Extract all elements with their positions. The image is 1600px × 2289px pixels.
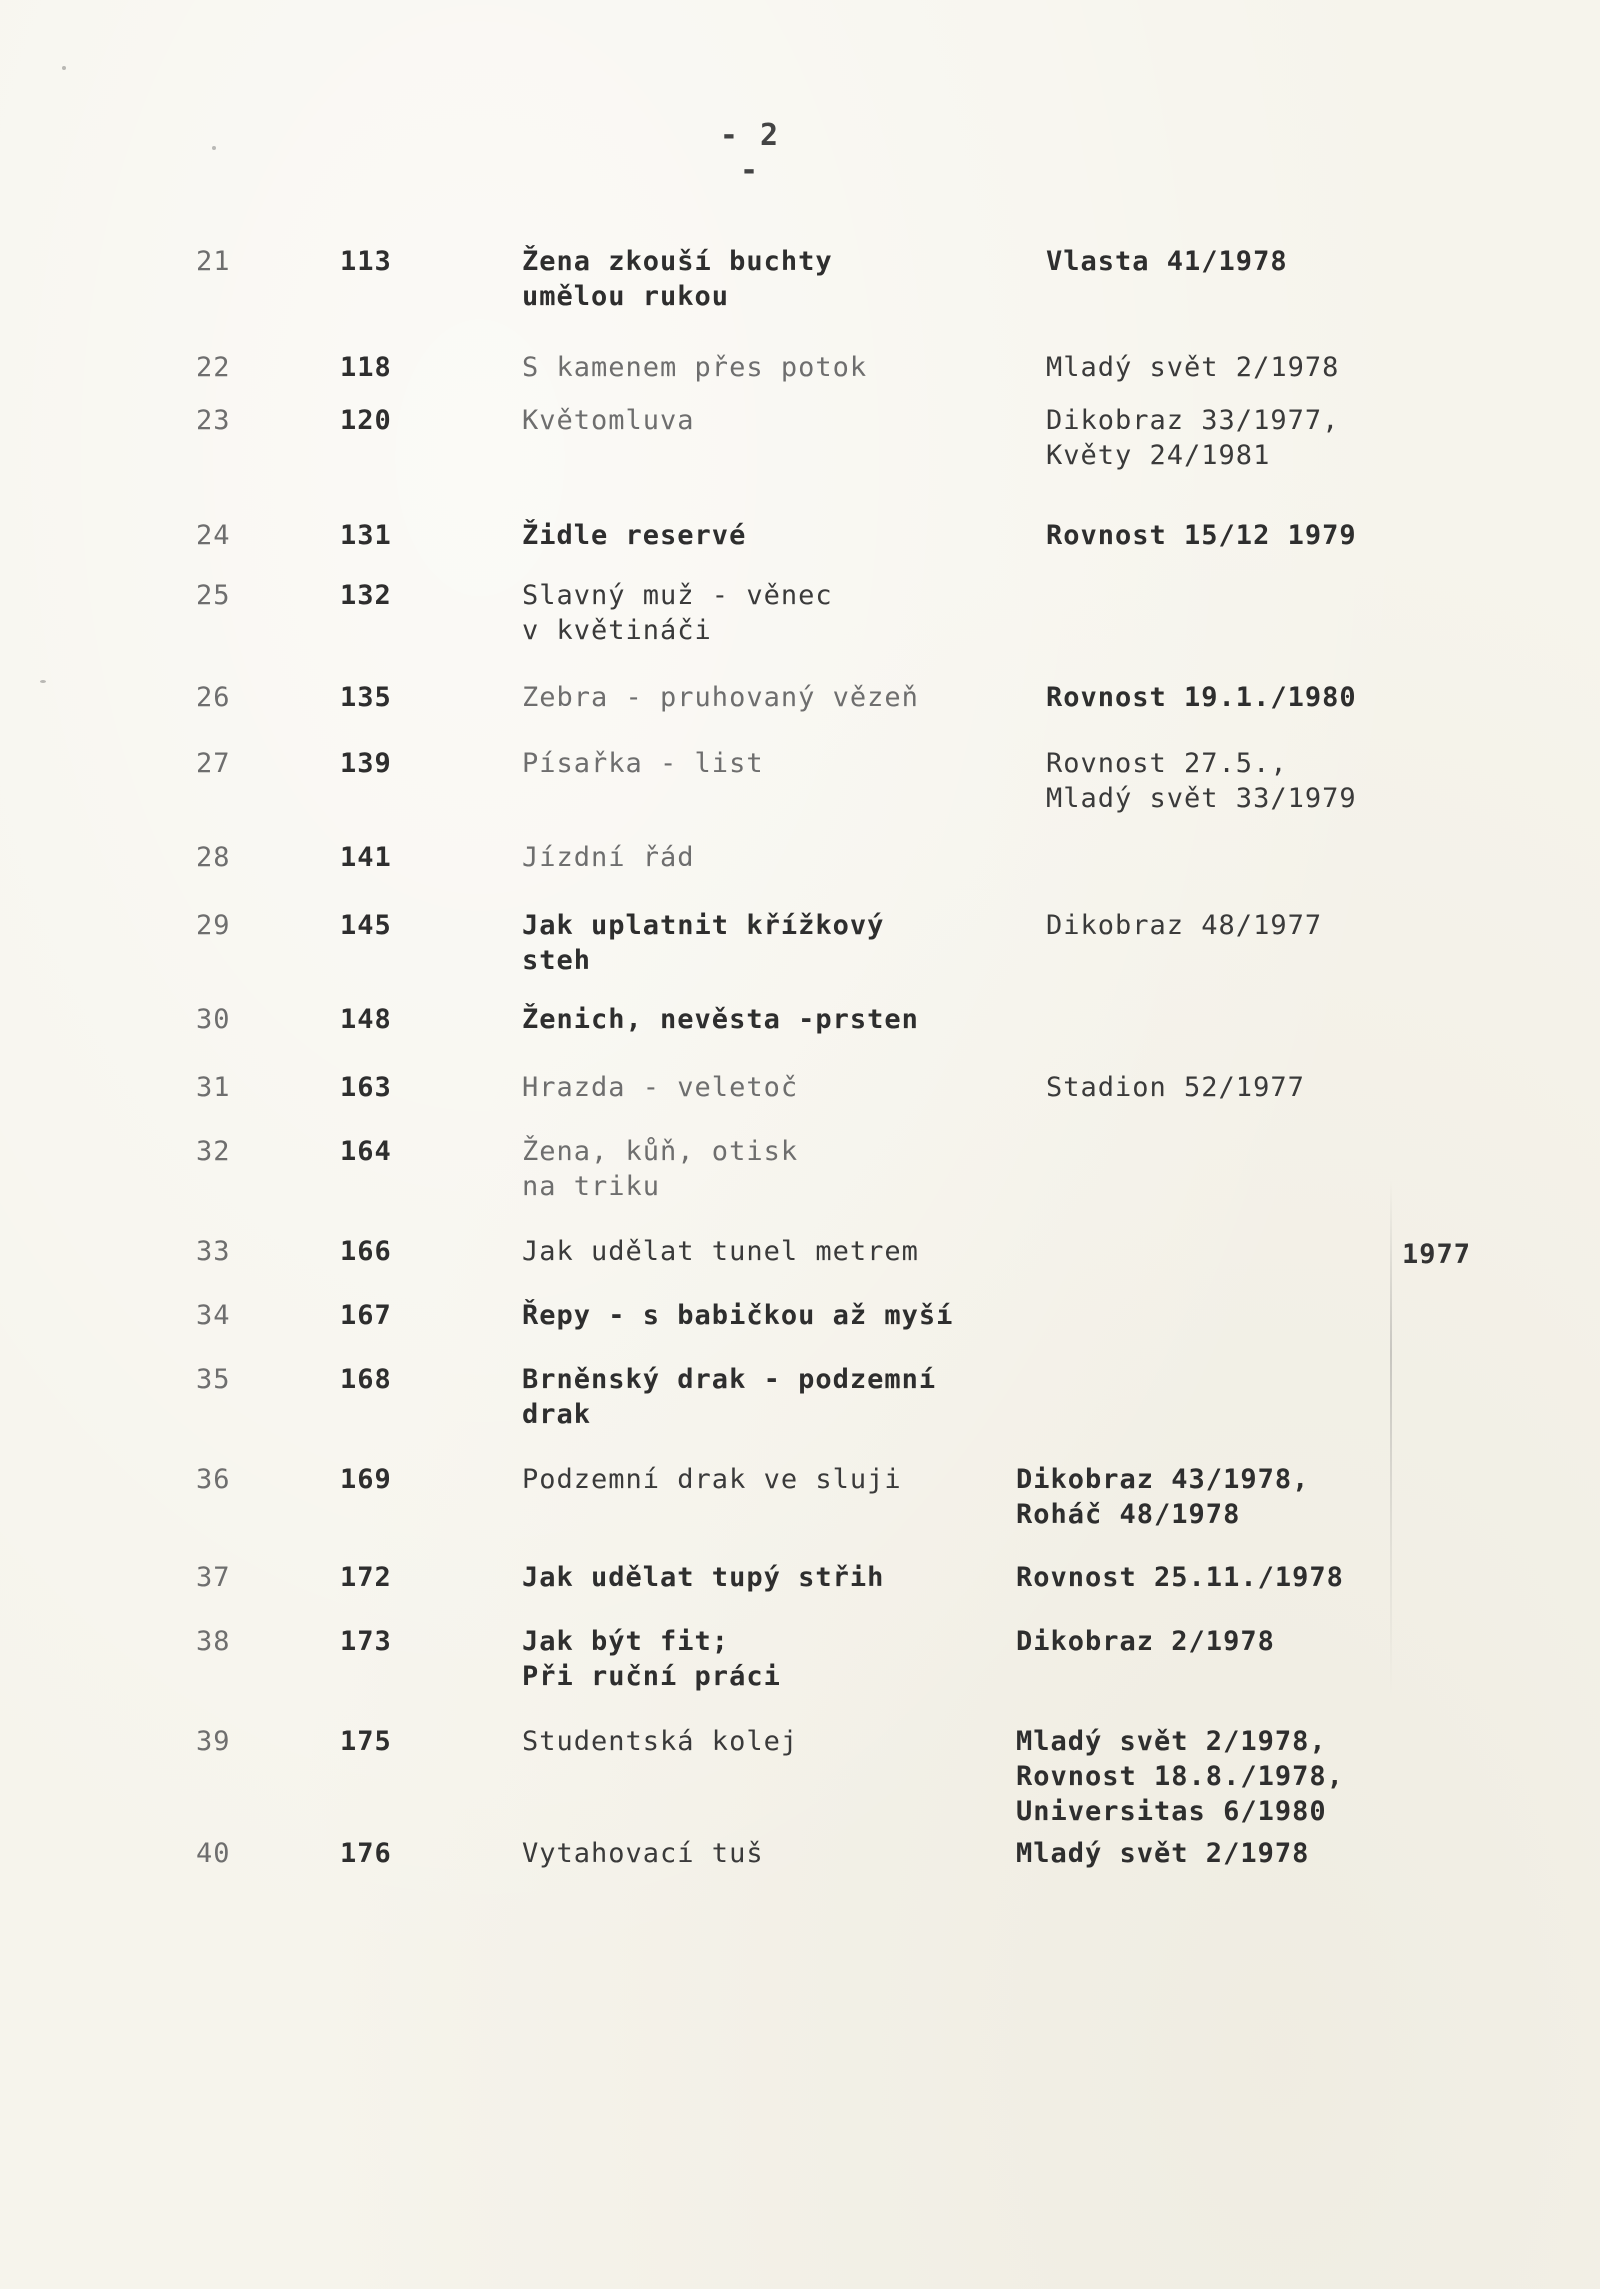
entry-index: 26 xyxy=(196,682,231,713)
entry-number: 113 xyxy=(340,246,392,277)
entry-source-line: Rovnost 18.8./1978, xyxy=(1016,1761,1344,1792)
entry-title-line: Hrazda - veletoč xyxy=(522,1072,799,1103)
entry-title-line: Studentská kolej xyxy=(522,1726,799,1757)
entry-index: 22 xyxy=(196,352,231,383)
entry-number: 135 xyxy=(340,682,392,713)
entry-number: 173 xyxy=(340,1626,392,1657)
entry-source-line: Dikobraz 2/1978 xyxy=(1016,1626,1275,1657)
entry-source-line: Vlasta 41/1978 xyxy=(1046,246,1288,277)
entry-title-line: Při ruční práci xyxy=(522,1661,781,1692)
entry-number: 175 xyxy=(340,1726,392,1757)
entry-title-line: Ženich, nevěsta -prsten xyxy=(522,1004,919,1035)
paper-fold-mark xyxy=(1390,1180,1392,1700)
entry-index: 28 xyxy=(196,842,231,873)
entry-source-line: Květy 24/1981 xyxy=(1046,440,1271,471)
entry-title-line: drak xyxy=(522,1399,592,1430)
entry-number: 164 xyxy=(340,1136,392,1167)
entry-number: 148 xyxy=(340,1004,392,1035)
entry-title-line: Jak uplatnit křížkový xyxy=(522,910,885,941)
entry-title-line: Brněnský drak - podzemní xyxy=(522,1364,937,1395)
entry-source-line: Stadion 52/1977 xyxy=(1046,1072,1305,1103)
entry-title-line: steh xyxy=(522,945,592,976)
entry-title-line: Jak udělat tunel metrem xyxy=(522,1236,919,1267)
entry-source-line: Mladý svět 2/1978 xyxy=(1046,352,1340,383)
entry-index: 27 xyxy=(196,748,231,779)
paper-speck xyxy=(212,146,216,150)
entry-title-line: Jízdní řád xyxy=(522,842,695,873)
entry-title-line: Jak být fit; xyxy=(522,1626,730,1657)
entry-source-line: Roháč 48/1978 xyxy=(1016,1499,1241,1530)
entry-source-line: Mladý svět 33/1979 xyxy=(1046,783,1357,814)
entry-title-line: Květomluva xyxy=(522,405,695,436)
entry-title-line: Řepy - s babičkou až myší xyxy=(522,1300,954,1331)
entry-title-line: Písařka - list xyxy=(522,748,764,779)
entry-index: 25 xyxy=(196,580,231,611)
entry-source-line: Dikobraz 48/1977 xyxy=(1046,910,1323,941)
entry-source-line: Rovnost 27.5., xyxy=(1046,748,1288,779)
entry-index: 24 xyxy=(196,520,231,551)
entry-index: 37 xyxy=(196,1562,231,1593)
entry-title-line: Podzemní drak ve sluji xyxy=(522,1464,902,1495)
entry-title-line: Žena, kůň, otisk xyxy=(522,1136,799,1167)
entry-number: 167 xyxy=(340,1300,392,1331)
entry-title-line: Vytahovací tuš xyxy=(522,1838,764,1869)
entry-number: 169 xyxy=(340,1464,392,1495)
entry-source-line: Mladý svět 2/1978 xyxy=(1016,1838,1310,1869)
entry-index: 31 xyxy=(196,1072,231,1103)
entry-index: 21 xyxy=(196,246,231,277)
margin-year-note: 1977 xyxy=(1402,1239,1472,1270)
entry-title-line: Židle reservé xyxy=(522,520,747,551)
entry-number: 166 xyxy=(340,1236,392,1267)
entry-title-line: Zebra - pruhovaný vězeň xyxy=(522,682,919,713)
entry-title-line: Slavný muž - věnec xyxy=(522,580,833,611)
entry-source-line: Rovnost 25.11./1978 xyxy=(1016,1562,1344,1593)
entry-number: 131 xyxy=(340,520,392,551)
entry-number: 141 xyxy=(340,842,392,873)
entry-title-line: umělou rukou xyxy=(522,281,730,312)
paper-speck xyxy=(40,680,46,683)
entry-index: 32 xyxy=(196,1136,231,1167)
entry-index: 36 xyxy=(196,1464,231,1495)
entry-source-line: Dikobraz 33/1977, xyxy=(1046,405,1340,436)
paper-speck xyxy=(62,66,66,70)
entry-number: 145 xyxy=(340,910,392,941)
entry-source-line: Rovnost 19.1./1980 xyxy=(1046,682,1357,713)
entry-index: 38 xyxy=(196,1626,231,1657)
entry-number: 176 xyxy=(340,1838,392,1869)
entry-number: 139 xyxy=(340,748,392,779)
entry-number: 120 xyxy=(340,405,392,436)
entry-index: 35 xyxy=(196,1364,231,1395)
entry-title-line: na triku xyxy=(522,1171,661,1202)
entry-index: 34 xyxy=(196,1300,231,1331)
entry-number: 132 xyxy=(340,580,392,611)
entry-title-line: Jak udělat tupý střih xyxy=(522,1562,885,1593)
entry-number: 172 xyxy=(340,1562,392,1593)
page-number: - 2 - xyxy=(719,118,781,188)
entry-title-line: S kamenem přes potok xyxy=(522,352,868,383)
entry-number: 168 xyxy=(340,1364,392,1395)
entry-number: 163 xyxy=(340,1072,392,1103)
entry-index: 33 xyxy=(196,1236,231,1267)
entry-source-line: Mladý svět 2/1978, xyxy=(1016,1726,1327,1757)
entry-source-line: Universitas 6/1980 xyxy=(1016,1796,1327,1827)
entry-index: 29 xyxy=(196,910,231,941)
entry-source-line: Dikobraz 43/1978, xyxy=(1016,1464,1310,1495)
entry-index: 40 xyxy=(196,1838,231,1869)
entry-title-line: Žena zkouší buchty xyxy=(522,246,833,277)
entry-source-line: Rovnost 15/12 1979 xyxy=(1046,520,1357,551)
entry-index: 39 xyxy=(196,1726,231,1757)
entry-index: 23 xyxy=(196,405,231,436)
entry-title-line: v květináči xyxy=(522,615,712,646)
entry-index: 30 xyxy=(196,1004,231,1035)
entry-number: 118 xyxy=(340,352,392,383)
